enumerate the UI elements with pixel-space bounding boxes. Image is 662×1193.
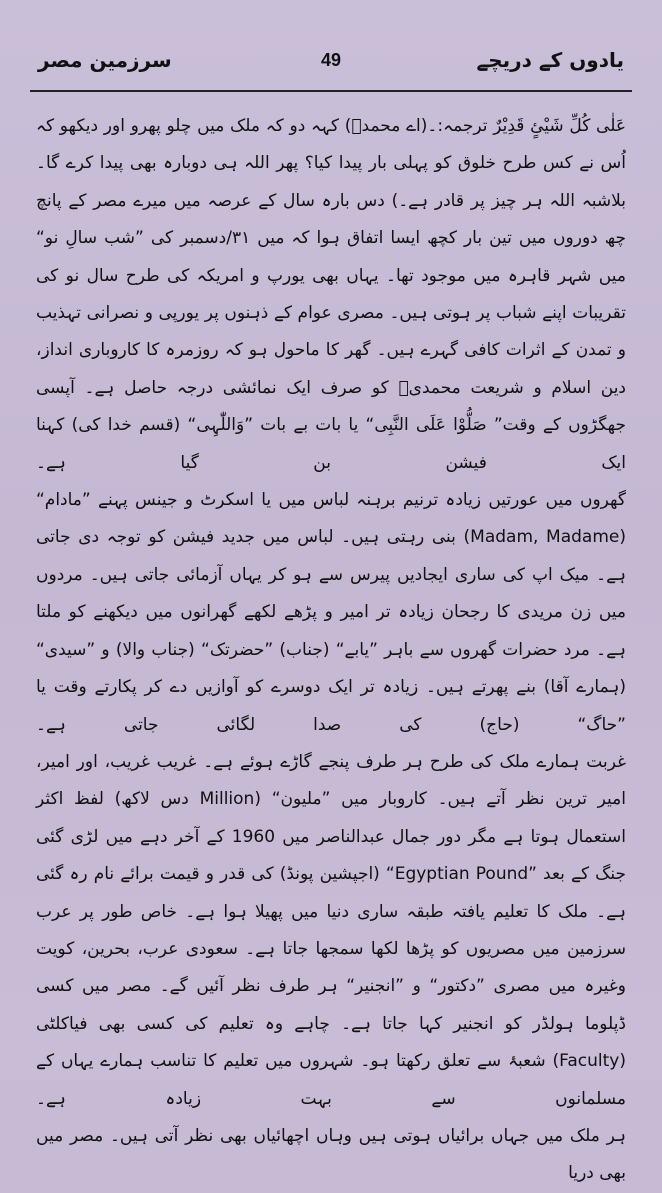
- paragraph: عَلٰی کُلِّ شَیْئٍ قَدِیْرٌ ترجمہ:۔(اے محمدؐ) کہہ دو کہ ملک میں چلو پھرو اور دیکھو کہ اُس نے کس طرح خلوق کو پہلی بار پیدا کیا؟ پھر اللہ ہی دوبارہ بھی پیدا کرے گا۔ بلاشبہ اللہ ہر چیز پر قادر ہے۔) دس بارہ سال کے عرصہ میں میرے مصر کے پانچ چھ دوروں میں تین بار کچھ ایسا اتفاق ہوا کہ میں ۳۱/دسمبر کی ”شب سالِ نو“ میں شہر قاہرہ میں موجود تھا۔ یہاں بھی یورپ و امریکہ کی طرح سال نو کی تقریبات اپنے شباب پر ہوتی ہیں۔ مصری عوام کے ذہنوں پر یورپی و نصرانی تہذیب و تمدن کے اثرات کافی گہرے ہیں۔ گھر کا ماحول ہو کہ روزمرہ کا کاروباری انداز، دین اسلام و شریعت محمدیؐ کو صرف ایک نمائشی درجہ حاصل ہے۔ آپسی جھگڑوں کے وقت” صَلُّوْا عَلَی النَّبِی“ یا بات بے بات ”وَاللّٰہِی“ (قسم خدا کی) کہنا ایک فیشن بن گیا ہے۔: [36, 116, 626, 473]
- page-body: [30, 108, 632, 1193]
- paragraph: ہر ملک میں جہاں برائیاں ہوتی ہیں وہاں اچھائیاں بھی نظر آتی ہیں۔ مصر میں بھی دریا: [36, 1125, 626, 1184]
- chapter-title: سرزمین مصر: [38, 48, 172, 72]
- paragraph: غربت ہمارے ملک کی طرح ہر طرف پنجے گاڑے ہوئے ہے۔ غریب غریب، اور امیر، امیر ترین نظر آتے ہیں۔ کاروبار میں ”ملیون“ (Million دس لاکھ) لفظ اکثر استعمال ہوتا ہے مگر دور جمال عبدالناصر میں 1960 کے آخر دہے میں لڑی گئی جنگ کے بعد ”Egyptian Pound“ (اجپشین پونڈ) کی قدر و قیمت برائے نام رہ گئی ہے۔ ملک کا تعلیم یافتہ طبقہ ساری دنیا میں پھیلا ہوا ہے۔ خاص طور پر عرب سرزمین میں مصریوں کو پڑھا لکھا سمجھا جاتا ہے۔ سعودی عرب، بحرین، کویت وغیرہ میں مصری ”دکتور“ و ”انجنیر“ ہر طرف نظر آئیں گے۔ مصر میں کسی ڈپلوما ہولڈر کو انجنیر کہا جاتا ہے۔ چاہے وہ تعلیم کی کسی بھی فیاکلٹی (Faculty) شعبۂ سے تعلق رکھتا ہو۔ شہروں میں تعلیم کا تناسب ہمارے یہاں کے مسلمانوں سے بہت زیادہ ہے۔: [36, 751, 627, 1109]
- page-number: 49: [320, 50, 342, 70]
- book-title: یادوں کے دریچے: [476, 48, 624, 72]
- running-header: [30, 40, 632, 92]
- paragraph: گھروں میں عورتیں زیادہ ترنیم برہنہ لباس میں یا اسکرٹ و جینس پہنے ”مادام“ (Madam, Madame) بنی رہتی ہیں۔ لباس میں جدید فیشن کو توجہ دی جاتی ہے۔ میک اپ کی ساری ایجادیں پیرس سے ہو کر یہاں آزمائی جاتی ہیں۔ مردوں میں زن مریدی کا رجحان زیادہ تر امیر و پڑھے لکھے گھرانوں میں دیکھنے کو ملتا ہے۔ مرد حضرات گھروں سے باہر ”یابے“ (جناب) ”حضرتک“ (جناب والا) و ”سیدی“ (ہمارے آقا) بنے پھرتے ہیں۔ زیادہ تر ایک دوسرے کو آوازیں دے کر پکارتے وقت یا ”حاگ“ (حاج) کی صدا لگائی جاتی ہے۔: [36, 490, 626, 735]
